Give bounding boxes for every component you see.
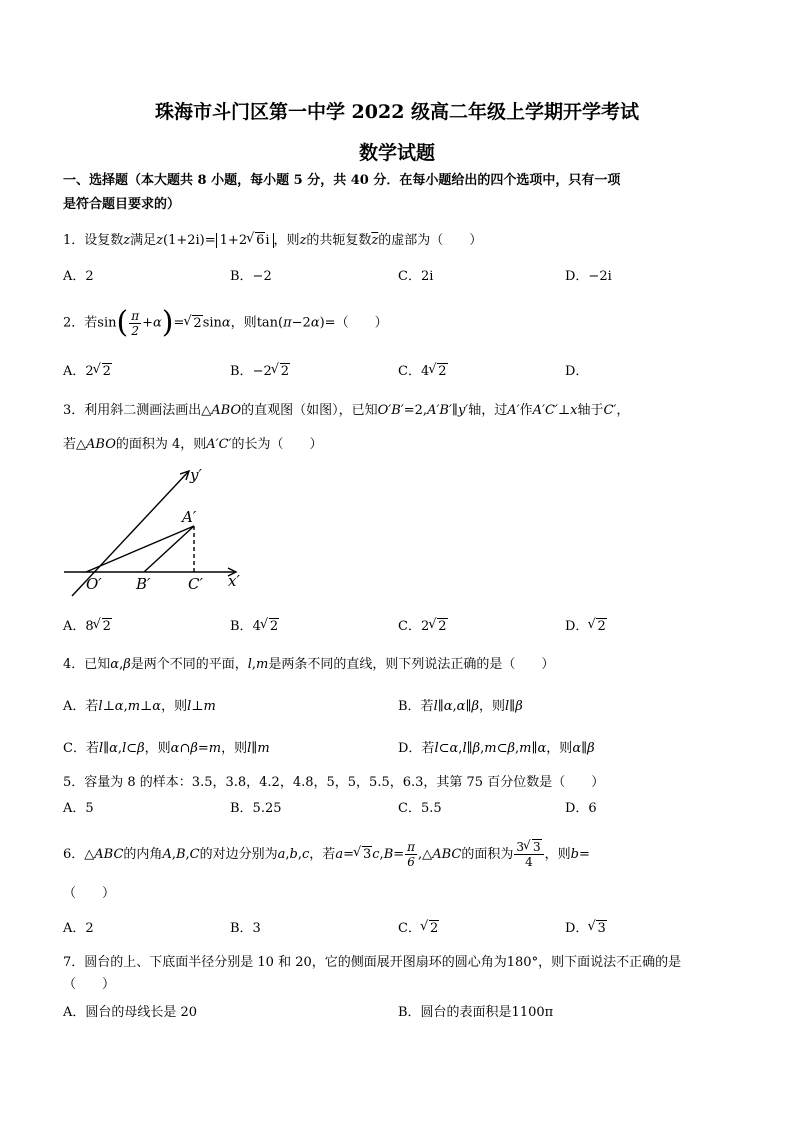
q3-option-a: A．8 √ 2 <box>63 618 112 636</box>
q3-option-d: D． √ 2 <box>565 618 607 636</box>
label-O: O′ <box>86 575 102 593</box>
q4-option-b: B．若l∥α,α∥β，则l∥β <box>398 699 523 714</box>
label-A: A′ <box>182 508 197 526</box>
label-C: C′ <box>188 575 203 593</box>
question-6-paren: （ ） <box>63 886 116 901</box>
q7-option-a: A．圆台的母线长是 20 <box>63 1005 198 1020</box>
q5-option-a: A．5 <box>63 801 94 816</box>
question-4-stem: 4．已知α,β是两个不同的平面，l,m是两条不同的直线，则下列说法正确的是（ ） <box>63 657 555 672</box>
question-7-stem: 7．圆台的上、下底面半径分别是 10 和 20，它的侧面展开图扇环的圆心角为180°，则下面说法不正确的是 <box>63 955 682 970</box>
exam-title: 珠海市斗门区第一中学 2022 级高二年级上学期开学考试 <box>154 101 640 123</box>
q1-option-c: C．2i <box>398 269 434 284</box>
section-heading-line2: 是符合题目要求的） <box>63 197 181 212</box>
label-x: x′ <box>228 572 240 590</box>
q6-option-c: C． √ 2 <box>398 920 439 938</box>
question-6-stem: 6．△ABC的内角A,B,C的对边分别为a,b,c，若a= √ 3c,B= $\frac{\pi}{6}$ ,△ABC的面积为 $\frac{3 √ 3}{4}$ ，则b= <box>63 838 590 872</box>
q4-option-d: D．若l⊂α,l∥β,m⊂β,m∥α，则α∥β <box>398 741 595 756</box>
question-5-stem: 5．容量为 8 的样本：3.5，3.8，4.2，4.8，5，5，5.5，6.3，其第 75 百分位数是（ ） <box>63 775 605 790</box>
segment-OA <box>86 526 194 572</box>
q3-option-c: C．2 √ 2 <box>398 618 448 636</box>
question-3-line1: 3．利用斜二测画法画出△ABO的直观图（如图），已知O′B′=2,A′B′∥y′轴，过A′作A′C′⊥x轴于C′， <box>63 403 630 418</box>
q5-option-c: C．5.5 <box>398 801 442 816</box>
question-7-paren: （ ） <box>63 977 116 992</box>
q3-option-b: B．4 √ 2 <box>230 618 279 636</box>
section-heading-line1: 一、选择题（本大题共 8 小题，每小题 5 分，共 40 分．在每小题给出的四个选项中，只有一项 <box>63 173 621 188</box>
question-3-line2: 若△ABO的面积为 4，则A′C′的长为（ ） <box>63 437 323 452</box>
q4-option-a: A．若l⊥α,m⊥α，则l⊥m <box>63 699 216 714</box>
q1-option-b: B．−2 <box>230 269 272 284</box>
label-B: B′ <box>136 575 151 593</box>
q6-option-d: D． √ 3 <box>565 920 607 938</box>
q6-option-a: A．2 <box>63 921 94 936</box>
q1-option-d: D．−2i <box>565 269 612 284</box>
q2-option-d: D． <box>565 364 589 379</box>
question-1-stem: 1．设复数z满足z(1+2i)= 1+2 √ 6i ，则z的共轭复数$\overline{z}$的虚部为（ ） <box>63 232 482 250</box>
exam-subtitle: 数学试题 <box>358 142 435 164</box>
q6-option-b: B．3 <box>230 921 261 936</box>
oblique-projection-figure <box>62 460 252 600</box>
q7-option-b: B．圆台的表面积是1100π <box>398 1005 554 1020</box>
q1-option-a: A．2 <box>63 269 94 284</box>
q5-option-d: D．6 <box>565 801 597 816</box>
segment-BA <box>144 526 194 572</box>
q2-option-c: C．4 √ 2 <box>398 363 448 381</box>
q2-option-a: A．2 √ 2 <box>63 363 112 381</box>
q4-option-c: C．若l∥α,l⊂β，则α∩β=m，则l∥m <box>63 741 270 756</box>
q2-option-b: B．−2 √ 2 <box>230 363 290 381</box>
label-y: y′ <box>190 466 202 484</box>
question-2-stem: 2．若sin( $\frac{\pi}{2}$ +α)= √ 2sinα，则tan(π−2α)=（ ） <box>63 306 388 341</box>
q5-option-b: B．5.25 <box>230 801 282 816</box>
